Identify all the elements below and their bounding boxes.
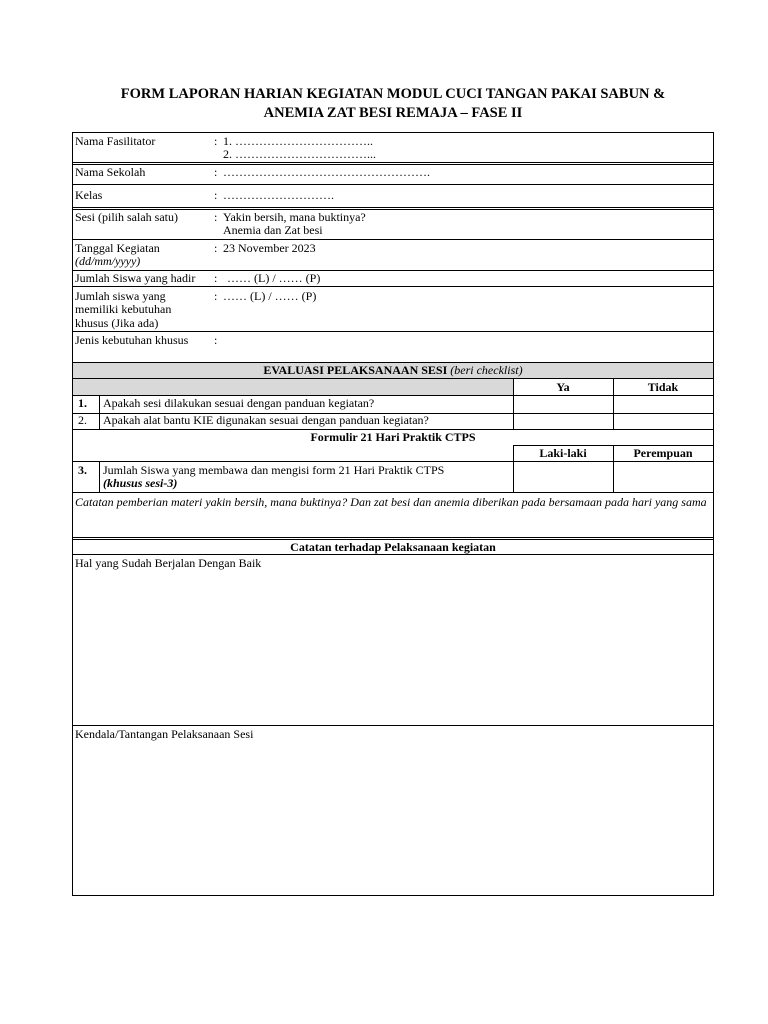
kebutuhan-colon: : <box>214 289 218 303</box>
evaluasi-heading-text: EVALUASI PELAKSANAAN SESI <box>263 363 448 377</box>
row-divider <box>73 725 713 726</box>
col-ya-header: Ya <box>556 380 570 394</box>
fasilitator-field-1[interactable]: 1. …………………………….. <box>223 134 373 148</box>
q1-tidak-checkbox[interactable] <box>614 396 712 412</box>
q3-note: (khusus sesi-3) <box>103 476 178 490</box>
sekolah-colon: : <box>214 165 218 179</box>
hal-baik-label: Hal yang Sudah Berjalan Dengan Baik <box>75 556 262 570</box>
kelas-colon: : <box>214 188 218 202</box>
q2-number: 2. <box>78 413 87 427</box>
hadir-label: Jumlah Siswa yang hadir <box>75 271 196 285</box>
kebutuhan-label-line-3: khusus (Jika ada) <box>75 316 159 330</box>
kebutuhan-field[interactable]: …… (L) / …… (P) <box>223 289 317 303</box>
kendala-label: Kendala/Tantangan Pelaksanaan Sesi <box>75 727 254 741</box>
row-divider <box>73 162 713 163</box>
q3-laki-field[interactable] <box>514 462 612 491</box>
col-tidak-header: Tidak <box>647 380 679 394</box>
fasilitator-field-2[interactable]: 2. ……………………………... <box>223 147 376 161</box>
row-divider <box>73 378 713 379</box>
sesi-colon: : <box>214 210 218 224</box>
column-divider <box>99 395 100 429</box>
tanggal-field[interactable]: 23 November 2023 <box>223 241 316 255</box>
evaluasi-heading <box>73 364 713 378</box>
q2-tidak-checkbox[interactable] <box>614 414 712 428</box>
evaluasi-heading-note: (beri checklist) <box>450 363 523 377</box>
catatan-pelaksanaan-heading: Catatan terhadap Pelaksanaan kegiatan <box>290 540 496 554</box>
title-line-2: ANEMIA ZAT BESI REMAJA – FASE II <box>263 105 523 121</box>
q3-perempuan-field[interactable] <box>614 462 712 491</box>
sekolah-label: Nama Sekolah <box>75 165 146 179</box>
tanggal-label: Tanggal Kegiatan <box>75 241 160 255</box>
q1-text: Apakah sesi dilakukan sesuai dengan panduan kegiatan? <box>103 396 375 410</box>
fasilitator-label: Nama Fasilitator <box>75 134 156 148</box>
jenis-field[interactable] <box>223 332 711 361</box>
q1-number: 1. <box>78 396 87 410</box>
q3-text: Jumlah Siswa yang membawa dan mengisi form 21 Hari Praktik CTPS <box>103 463 445 477</box>
tanggal-colon: : <box>214 241 218 255</box>
kebutuhan-label-line-1: Jumlah siswa yang <box>75 289 166 303</box>
column-divider <box>99 461 100 492</box>
q2-text: Apakah alat bantu KIE digunakan sesuai dengan panduan kegiatan? <box>103 413 429 427</box>
col-perempuan-header: Perempuan <box>633 446 693 460</box>
hadir-colon: : <box>214 271 218 285</box>
tanggal-format-hint: (dd/mm/yyyy) <box>75 254 141 268</box>
q2-ya-checkbox[interactable] <box>514 414 612 428</box>
sesi-option-2[interactable]: Anemia dan Zat besi <box>223 223 323 237</box>
report-form <box>72 132 714 896</box>
row-divider <box>73 207 713 208</box>
hadir-field[interactable]: …… (L) / …… (P) <box>227 271 321 285</box>
kelas-field[interactable]: ………………………. <box>223 188 334 202</box>
q1-ya-checkbox[interactable] <box>514 396 612 412</box>
sekolah-field[interactable]: ……………………………………………. <box>223 165 430 179</box>
ctps-heading: Formulir 21 Hari Praktik CTPS <box>310 430 476 444</box>
jenis-colon: : <box>214 333 218 347</box>
row-divider <box>73 537 713 538</box>
jenis-label: Jenis kebutuhan khusus <box>75 333 189 347</box>
row-divider <box>73 239 713 240</box>
evaluasi-subheader-shade <box>73 378 513 395</box>
catatan-materi: Catatan pemberian materi yakin bersih, mana buktinya? Dan zat besi dan anemia diberikan pada bersamaan pada hari yang sama <box>75 495 707 509</box>
kendala-textarea[interactable] <box>75 744 711 894</box>
col-laki-header: Laki-laki <box>539 446 587 460</box>
sesi-option-1[interactable]: Yakin bersih, mana buktinya? <box>223 210 366 224</box>
q3-number: 3. <box>78 463 87 477</box>
fasilitator-colon: : <box>214 134 218 148</box>
row-divider <box>73 286 713 287</box>
form-title <box>72 85 714 123</box>
kelas-label: Kelas <box>75 188 103 202</box>
sesi-label: Sesi (pilih salah satu) <box>75 210 178 224</box>
hal-baik-textarea[interactable] <box>75 573 711 723</box>
row-divider <box>73 492 713 493</box>
title-line-1: FORM LAPORAN HARIAN KEGIATAN MODUL CUCI TANGAN PAKAI SABUN & <box>120 86 666 102</box>
row-divider <box>73 184 713 185</box>
kebutuhan-label-line-2: memiliki kebutuhan <box>75 302 172 316</box>
